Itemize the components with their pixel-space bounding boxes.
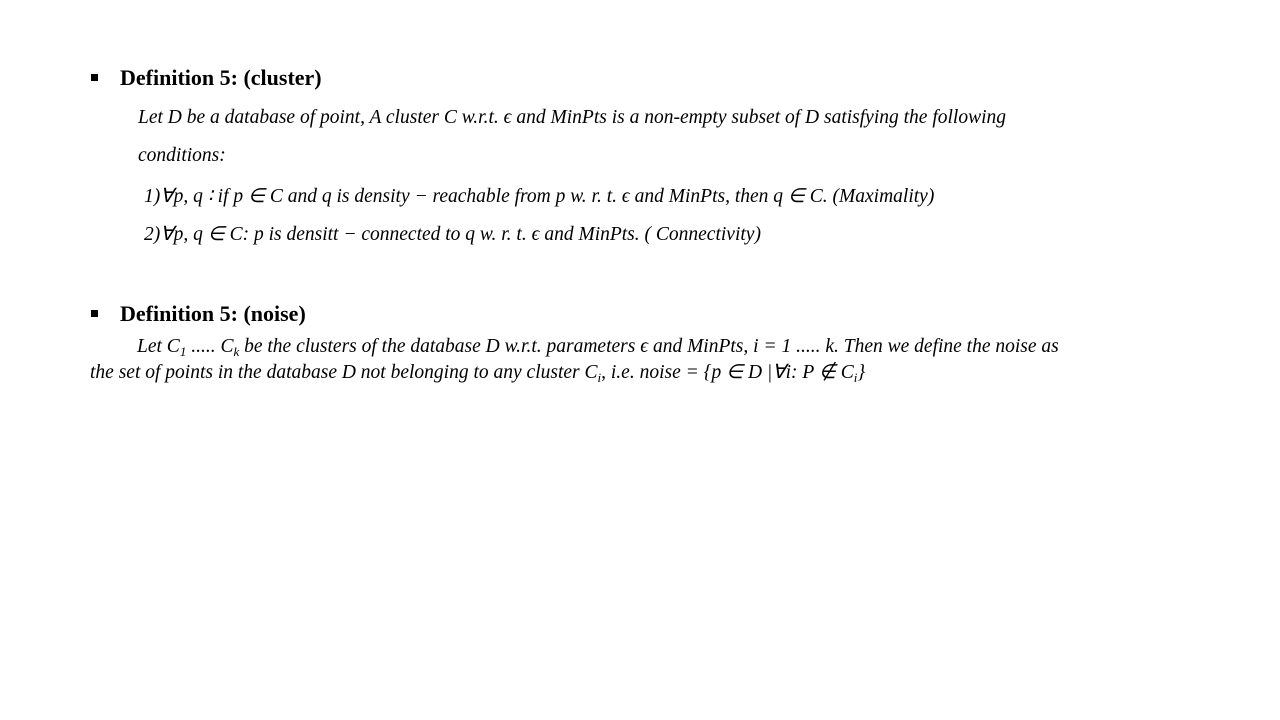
- text-fragment: be the clusters of the database D w.r.t. parameters ϵ and MinPts, i = 1 ..... k. Then we define the noise as: [239, 336, 1059, 357]
- noise-definition-line-1: [137, 336, 1059, 360]
- cluster-symbol: C: [584, 362, 598, 383]
- bullet-marker: [91, 310, 98, 317]
- cluster-definition-heading: Definition 5: (cluster): [120, 65, 322, 90]
- subscript: i: [597, 370, 602, 385]
- cluster-symbol: C: [220, 336, 234, 357]
- text-fragment: Let: [137, 336, 167, 357]
- text-fragment: }: [857, 362, 866, 383]
- cluster-definition-line-2: conditions:: [138, 145, 226, 166]
- subscript: i: [853, 370, 858, 385]
- cluster-symbol: C: [840, 362, 854, 383]
- noise-definition-heading: Definition 5: (noise): [120, 301, 306, 326]
- text-fragment: , i.e. noise = {p ∈ D |∀i: P ∉: [601, 362, 841, 383]
- cluster-symbol: C: [166, 336, 180, 357]
- noise-definition-line-2: [90, 360, 865, 386]
- cluster-definition-line-1: Let D be a database of point, A cluster C w.r.t. ϵ and MinPts is a non-empty subset of D satisfying the following: [138, 107, 1007, 128]
- subscript: k: [233, 344, 240, 359]
- cluster-condition-connectivity: 2)∀p, q ∈ C: p is densitt − connected to q w. r. t. ϵ and MinPts. ( Connectivity): [144, 224, 761, 245]
- text-fragment: the set of points in the database D not belonging to any cluster: [90, 362, 585, 383]
- bullet-marker: [91, 74, 98, 81]
- cluster-condition-maximality: 1)∀p, q ∶ if p ∈ C and q is density − reachable from p w. r. t. ϵ and MinPts, then q ∈ C. (Maximality): [144, 186, 935, 207]
- text-fragment: .....: [186, 336, 221, 357]
- subscript: 1: [179, 344, 187, 359]
